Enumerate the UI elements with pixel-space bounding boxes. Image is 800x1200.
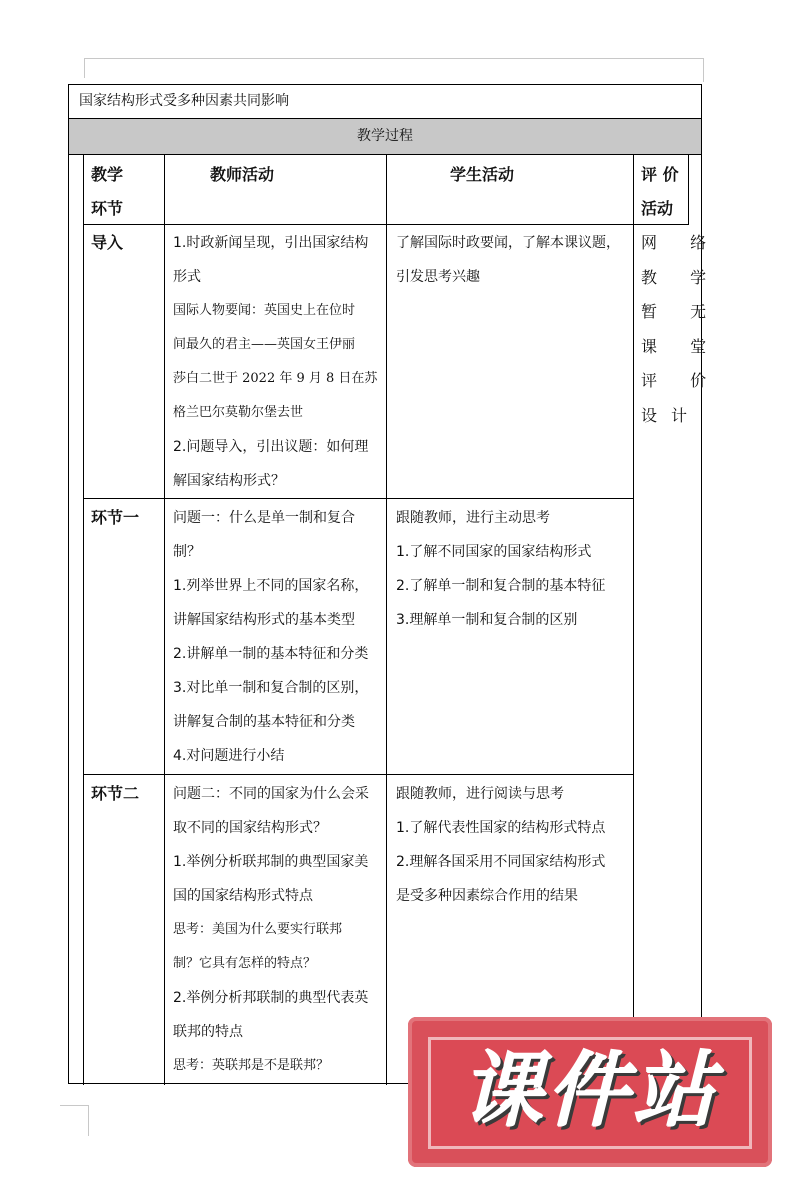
text-line: 讲解国家结构形式的基本类型 xyxy=(173,612,355,628)
text-line: 3.理解单一制和复合制的区别 xyxy=(396,612,578,628)
header-evaluation xyxy=(641,158,679,226)
watermark-stamp-frame xyxy=(428,1037,752,1149)
text-line: 引发思考兴趣 xyxy=(396,269,480,285)
crop-mark-bottom-left xyxy=(60,1105,89,1136)
text-line: 思考：美国为什么要实行联邦 xyxy=(173,922,343,937)
text-line: 讲解复合制的基本特征和分类 xyxy=(173,714,355,730)
eval-header-right-border xyxy=(688,155,689,225)
header-stage xyxy=(91,158,123,226)
crop-mark-top xyxy=(84,58,704,59)
header-evaluation-line-2: 活动 xyxy=(641,199,674,218)
col-divider-2 xyxy=(386,155,387,1085)
text-line: 跟随教师，进行主动思考 xyxy=(396,510,550,526)
student-activity-intro xyxy=(396,226,620,294)
text-line: 问题一：什么是单一制和复合 xyxy=(173,510,355,526)
evaluation-line: 评 价 xyxy=(641,371,721,390)
text-line: 2.举例分析邦联制的典型代表英 xyxy=(173,990,369,1006)
crop-mark-top-left xyxy=(84,58,105,78)
text-line: 了解国际时政要闻，了解本课议题， xyxy=(396,235,620,251)
col-divider-3 xyxy=(633,155,634,1085)
text-line: 2.讲解单一制的基本特征和分类 xyxy=(173,646,369,662)
text-line: 莎白二世于 2022 年 9 月 8 日在苏 xyxy=(173,371,378,386)
text-line: 取不同的国家结构形式？ xyxy=(173,820,327,836)
text-line: 联邦的特点 xyxy=(173,1024,243,1040)
watermark-text: 课件站 xyxy=(461,1044,719,1139)
text-line: 制？ xyxy=(173,544,201,560)
student-activity-stage-one xyxy=(396,501,605,637)
text-line: 4.对问题进行小结 xyxy=(173,748,285,764)
col-divider-1 xyxy=(164,155,165,1085)
text-line: 2.理解各国采用不同国家结构形式 xyxy=(396,854,606,870)
text-line: 2.问题导入，引出议题：如何理 xyxy=(173,439,369,455)
crop-mark-top-right xyxy=(703,58,704,82)
evaluation-line: 网 络 xyxy=(641,233,721,252)
text-line: 国际人物要闻：英国史上在位时 xyxy=(173,303,356,318)
evaluation-line: 暂 无 xyxy=(641,302,721,321)
text-line: 1.时政新闻呈现，引出国家结构 xyxy=(173,235,369,251)
inner-left-border xyxy=(83,155,84,1085)
header-stage-line-2: 环节 xyxy=(91,199,124,218)
header-bottom-line xyxy=(83,224,689,225)
topic-title: 国家结构形式受多种因素共同影响 xyxy=(68,84,702,119)
text-line: 制？它具有怎样的特点？ xyxy=(173,956,317,971)
header-student: 学生活动 xyxy=(450,165,515,184)
text-line: 2.了解单一制和复合制的基本特征 xyxy=(396,578,606,594)
evaluation-line: 教 学 xyxy=(641,267,721,287)
stage-one: 环节一 xyxy=(91,508,140,527)
stage-intro: 导入 xyxy=(91,233,124,252)
evaluation-text xyxy=(641,226,720,433)
header-stage-line-1: 教学 xyxy=(91,165,124,184)
evaluation-line: 课 堂 xyxy=(641,336,721,356)
text-line: 跟随教师，进行阅读与思考 xyxy=(396,786,564,802)
text-line: 1.举例分析联邦制的典型国家美 xyxy=(173,854,369,870)
teacher-activity-stage-one xyxy=(173,501,368,773)
row-divider-2 xyxy=(83,774,634,775)
stage-two: 环节二 xyxy=(91,784,140,803)
teacher-activity-stage-two xyxy=(173,777,369,1083)
text-line: 问题二：不同的国家为什么会采 xyxy=(173,786,369,802)
text-line: 1.列举世界上不同的国家名称， xyxy=(173,578,369,594)
text-line: 国的国家结构形式特点 xyxy=(173,888,313,904)
text-line: 形式 xyxy=(173,269,201,285)
process-title: 教学过程 xyxy=(68,119,702,155)
text-line: 解国家结构形式？ xyxy=(173,473,285,489)
student-activity-stage-two xyxy=(396,777,605,913)
text-line: 格兰巴尔莫勒尔堡去世 xyxy=(173,405,304,420)
text-line: 是受多种因素综合作用的结果 xyxy=(396,888,578,904)
text-line: 间最久的君主——英国女王伊丽 xyxy=(173,337,356,352)
teacher-activity-intro xyxy=(173,226,377,498)
watermark-stamp xyxy=(408,1017,772,1167)
row-divider-1 xyxy=(83,498,634,499)
header-evaluation-line-1: 评 价 xyxy=(641,165,679,184)
text-line: 1.了解代表性国家的结构形式特点 xyxy=(396,820,606,836)
evaluation-line: 设计 xyxy=(641,405,702,425)
text-line: 思考：英联邦是不是联邦？ xyxy=(173,1058,330,1073)
text-line: 1.了解不同国家的国家结构形式 xyxy=(396,544,592,560)
text-line: 3.对比单一制和复合制的区别， xyxy=(173,680,369,696)
header-teacher: 教师活动 xyxy=(210,165,275,184)
